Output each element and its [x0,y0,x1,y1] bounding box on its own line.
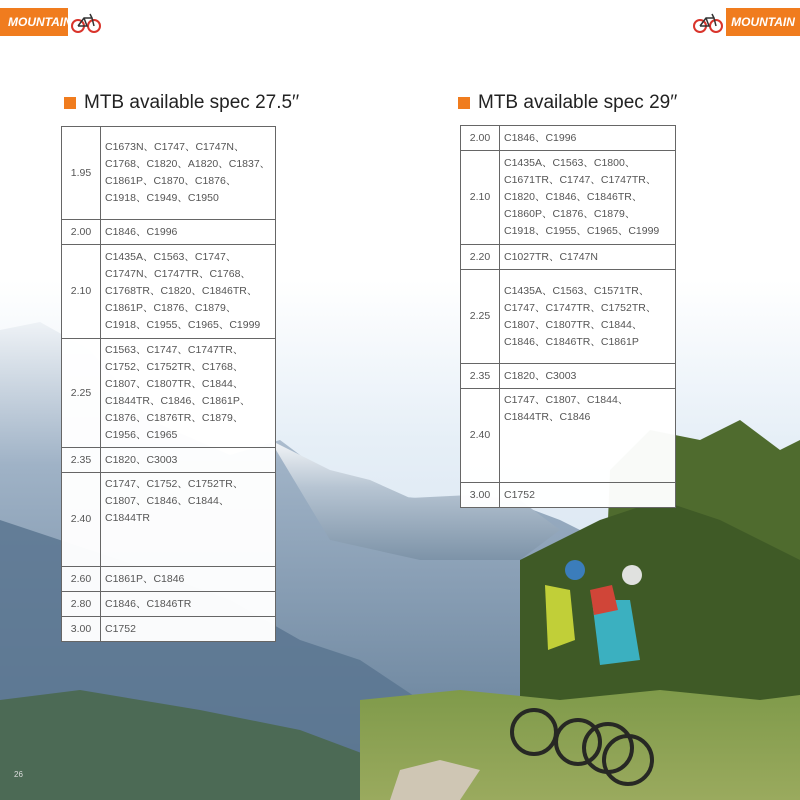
size-cell: 2.40 [461,389,500,483]
page-number: 26 [14,770,23,779]
mountain-tag-right [726,8,800,36]
size-cell: 2.25 [62,339,101,448]
right-section-heading [458,92,677,114]
mountain-tag-left [0,8,72,36]
size-cell: 2.80 [62,592,101,617]
left-section-heading [64,92,299,114]
table-row [62,592,276,617]
size-cell: 2.00 [62,220,101,245]
table-row [62,127,276,220]
codes-cell: C1846、C1996 [101,220,276,245]
codes-cell: C1752 [500,483,676,508]
codes-cell: C1435A、C1563、C1800、C1671TR、C1747、C1747TR、C1820、C1846、C1846TR、C1860P、C1876、C1879、C1918、C1955、C1965、C1999 [500,151,676,245]
table-row [461,364,676,389]
size-cell: 2.25 [461,270,500,364]
orange-square-bullet [458,97,470,109]
spec-table-27-5 [61,126,276,642]
codes-cell: C1747、C1752、C1752TR、C1807、C1846、C1844、C1844TR [101,473,276,567]
codes-cell: C1747、C1807、C1844、C1844TR、C1846 [500,389,676,483]
table-row [62,448,276,473]
codes-cell: C1820、C3003 [101,448,276,473]
size-cell: 2.00 [461,126,500,151]
codes-cell: C1435A、C1563、C1747、C1747N、C1747TR、C1768、C1768TR、C1820、C1846TR、C1861P、C1876、C1879、C1918、C1955、C1965、C1999 [101,245,276,339]
table-row [62,617,276,642]
right-section-title: MTB available spec 29′′ [478,92,678,113]
codes-cell: C1752 [101,617,276,642]
codes-cell: C1027TR、C1747N [500,245,676,270]
size-cell: 3.00 [461,483,500,508]
table-row [461,389,676,483]
table-row [461,126,676,151]
table-row [62,473,276,567]
mountain-tag-left-label: MOUNTAIN [8,15,72,29]
size-cell: 2.60 [62,567,101,592]
codes-cell: C1563、C1747、C1747TR、C1752、C1752TR、C1768、C1807、C1807TR、C1844、C1844TR、C1846、C1861P、C1876、C1876TR、C1879、C1956、C1965 [101,339,276,448]
table-row [461,483,676,508]
table-row [461,245,676,270]
size-cell: 2.10 [461,151,500,245]
bicycle-icon [70,10,102,34]
spec-table-29 [460,125,676,508]
codes-cell: C1861P、C1846 [101,567,276,592]
codes-cell: C1673N、C1747、C1747N、C1768、C1820、A1820、C1837、C1861P、C1870、C1876、C1918、C1949、C1950 [101,127,276,220]
table-row [62,567,276,592]
size-cell: 1.95 [62,127,101,220]
size-cell: 2.40 [62,473,101,567]
size-cell: 2.35 [461,364,500,389]
codes-cell: C1820、C3003 [500,364,676,389]
left-section-title: MTB available spec 27.5′′ [84,92,300,113]
mountain-tag-right-label: MOUNTAIN [731,15,795,29]
table-row [62,245,276,339]
codes-cell: C1846、C1996 [500,126,676,151]
bicycle-icon [692,10,724,34]
size-cell: 3.00 [62,617,101,642]
table-row [461,151,676,245]
codes-cell: C1846、C1846TR [101,592,276,617]
orange-square-bullet [64,97,76,109]
table-row [62,339,276,448]
codes-cell: C1435A、C1563、C1571TR、C1747、C1747TR、C1752TR、C1807、C1807TR、C1844、C1846、C1846TR、C1861P [500,270,676,364]
table-row [461,270,676,364]
size-cell: 2.35 [62,448,101,473]
size-cell: 2.20 [461,245,500,270]
table-row [62,220,276,245]
size-cell: 2.10 [62,245,101,339]
